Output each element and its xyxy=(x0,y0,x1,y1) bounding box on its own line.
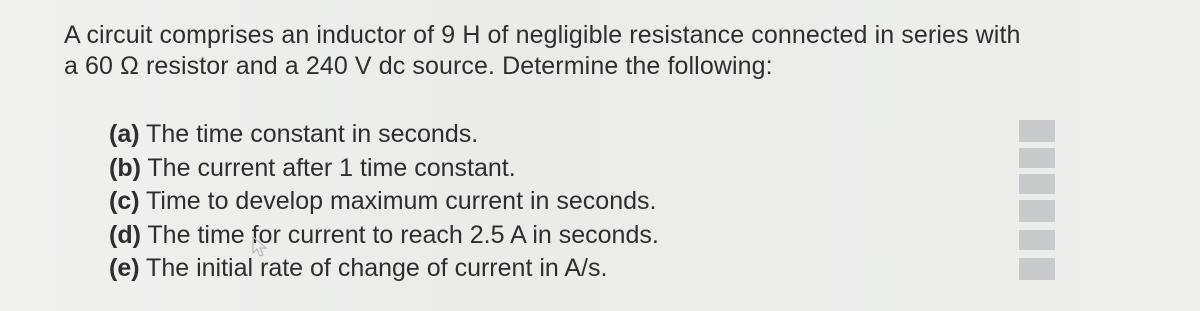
question-text: The time constant in seconds. xyxy=(139,120,479,148)
question-marker: (a) xyxy=(109,120,140,148)
question-text: Time to develop maximum current in seconds. xyxy=(139,187,657,215)
mouse-pointer-icon xyxy=(252,236,270,258)
question-text: The time for current to reach 2.5 A in seconds. xyxy=(140,220,659,249)
question-item-e xyxy=(109,252,659,286)
question-marker: (b) xyxy=(109,153,141,182)
strip-block xyxy=(1019,120,1055,142)
strip-block xyxy=(1019,230,1055,250)
strip-block xyxy=(1019,148,1055,168)
question-marker: (c) xyxy=(109,187,140,215)
strip-block xyxy=(1019,174,1055,194)
problem-statement xyxy=(64,20,1174,82)
question-item-d xyxy=(109,219,659,253)
question-text: The current after 1 time constant. xyxy=(140,153,516,182)
problem-statement-line-1: A circuit comprises an inductor of 9 H of negligible resistance connected in series with xyxy=(64,21,1021,49)
question-list xyxy=(109,118,659,286)
question-item-b xyxy=(109,152,659,186)
question-marker: (e) xyxy=(109,254,140,282)
question-item-a xyxy=(109,118,659,152)
blurred-side-strip xyxy=(1019,120,1055,280)
problem-statement-line-2: a 60 Ω resistor and a 240 V dc source. Determine the following: xyxy=(64,52,773,80)
strip-block xyxy=(1019,258,1055,280)
question-text: The initial rate of change of current in A/s. xyxy=(139,254,608,282)
strip-block xyxy=(1019,200,1055,222)
question-item-c xyxy=(109,185,659,219)
question-marker: (d) xyxy=(109,220,141,249)
